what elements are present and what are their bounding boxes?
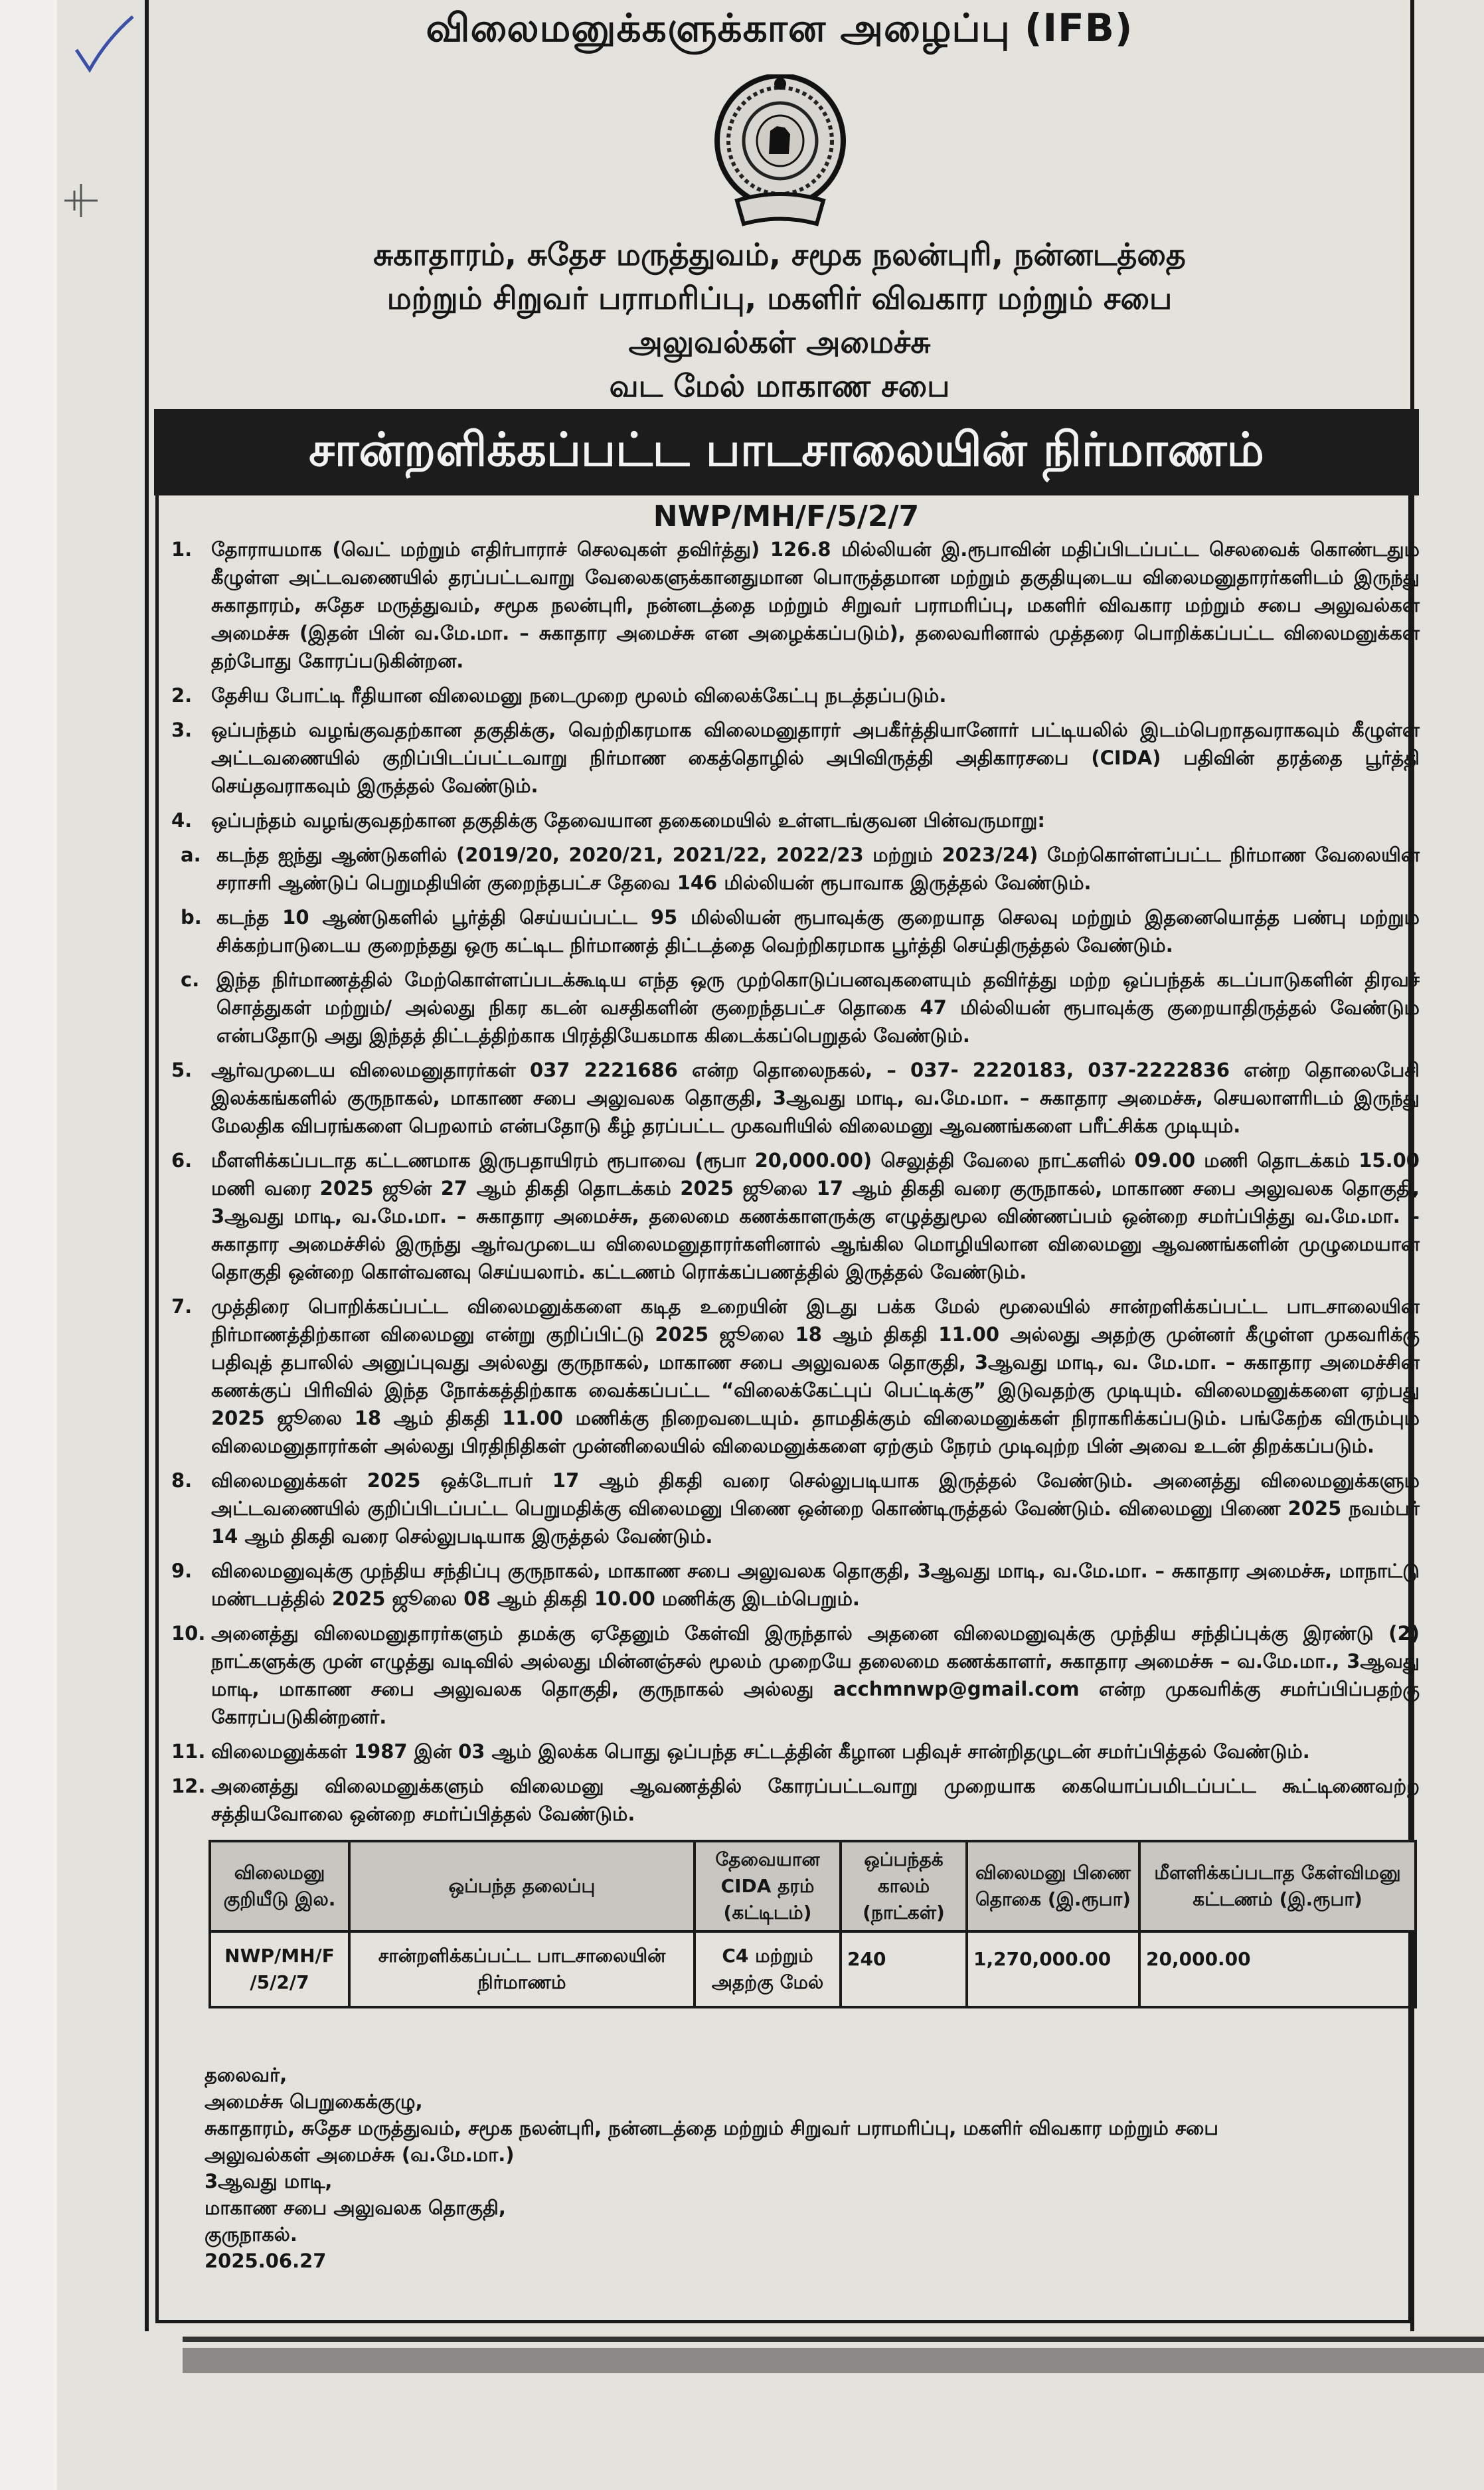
ministry-name (149, 232, 1410, 408)
clause (171, 806, 1420, 834)
clause (171, 1146, 1420, 1286)
clause-text: முத்திரை பொறிக்கப்பட்ட விலைமனுக்களை கடித உறையின் இடது பக்க மேல் மூலையில் சான்றளிக்கப்பட்ட பாடசாலையின் நிர்மாணத்திற்கான விலைமனு என்று குறிப்பிட்டு 2025 ஜூலை 18 ஆம் திகதி 11.00 அல்லது அதற்கு முன்னர் கீழுள்ள முகவரிக்கு பதிவுத் தபாலில் அனுப்புவது அல்லது குருநாகல், மாகாண சபை அலுவலக தொகுதி, 3ஆவது மாடி, வ. மே.மா. – சுகாதார அமைச்சின் கணக்குப் பிரிவில் இந்த நோக்கத்திற்காக வைக்கப்பட்ட “விலைக்கேட்புப் பெட்டிக்கு” இடுவதற்கு முடியும். விலைமனுக்களை ஏற்பது 2025 ஜூலை 18 ஆம் திகதி 11.00 மணிக்கு நிறைவடையும். தாமதிக்கும் விலைமனுக்கள் நிராகரிக்கப்படும். பங்கேற்க விரும்பும் விலைமனுதாரர்கள் அல்லது பிரதிநிதிகள் முன்னிலையில் விலைமனுக்களை ஏற்கும் நேரம் முடிவுற்ற பின் அவை உடன் திறக்கப்படும். (211, 1295, 1420, 1457)
ministry-line: மற்றும் சிறுவர் பராமரிப்பு, மகளிர் விவகார மற்றும் சபை (386, 280, 1173, 316)
bid-details-table (208, 1840, 1417, 2008)
clause (171, 1056, 1420, 1140)
col-cida-grade: தேவையான CIDA தரம் (கட்டிடம்) (695, 1841, 841, 1931)
clause-text: விலைமனுக்கள் 2025 ஒக்டோபர் 17 ஆம் திகதி வரை செல்லுபடியாக இருத்தல் வேண்டும். அனைத்து விலைமனுக்களும் அட்டவணையில் குறிப்பிடப்பட்ட பெறுமதிக்கு விலைமனு பிணை ஒன்றை கொண்டிருத்தல் வேண்டும். விலைமனு பிணை 2025 நவம்பர் 14 ஆம் திகதி வரை செல்லுபடியாக இருத்தல் வேண்டும். (211, 1469, 1420, 1548)
clause-number: 12. (171, 1775, 206, 1797)
clause-number: 10. (171, 1622, 206, 1645)
clause-text: ஆர்வமுடைய விலைமனுதாரர்கள் 037 2221686 என்ற தொலைநகல், – 037- 2220183, 037-2222836 என்ற தொலைபேசி இலக்கங்களில் குருநாகல், மாகாண சபை அலுவலக தொகுதி, 3ஆவது மாடி, வ.மே.மா. – சுகாதார அமைச்சு, செயலாளரிடம் இருந்து மேலதிக விபரங்களை பெறலாம் என்பதோடு கீழ் தரப்பட்ட முகவரியில் விலைமனு ஆவணங்களை பரீட்சிக்க முடியும். (211, 1059, 1420, 1137)
clause-text: இந்த நிர்மாணத்தில் மேற்கொள்ளப்படக்கூடிய எந்த ஒரு முற்கொடுப்பனவுகளையும் தவிர்த்து மற்ற ஒப்பந்தக் கடப்பாடுகளின் திரவச் சொத்துகள் மற்றும்/ அல்லது நிகர கடன் வசதிகளின் குறைந்தபட்ச தொகை 47 மில்லியன் ரூபாவுக்கு குறையாதிருத்தல் வேண்டும் என்பதோடு அது இந்தத் திட்டத்திற்காக பிரத்தியேகமாக கிடைக்கப்பெறுதல் வேண்டும். (216, 968, 1420, 1047)
project-title: சான்றளிக்கப்பட்ட பாடசாலையின் நிர்மாணம் (309, 422, 1264, 477)
clause (171, 716, 1420, 800)
paper-margin (0, 0, 57, 2490)
clause (171, 1737, 1420, 1765)
col-contract-title: ஒப்பந்த தலைப்பு (349, 1841, 695, 1931)
crosshair-mark-icon (61, 181, 101, 221)
signatory-ministry-cont: அலுவல்கள் அமைச்சு (வ.மே.மா.) (205, 2143, 515, 2166)
clause-text: அனைத்து விலைமனுக்களும் விலைமனு ஆவணத்தில் கோரப்பட்டவாறு முறையாக கையொப்பமிடப்பட்ட கூட்டிணைவற்ற சத்தியவோலை ஒன்றை சமர்ப்பித்தல் வேண்டும். (211, 1775, 1420, 1825)
table-row (210, 1931, 1416, 2007)
bottom-rule (183, 2337, 1484, 2342)
clause-number: b. (181, 906, 202, 929)
col-bid-fee: மீளளிக்கப்படாத கேள்விமனு கட்டணம் (இ.ரூபா) (1139, 1841, 1416, 1931)
bottom-band (183, 2348, 1484, 2373)
clause-text: விலைமனுக்கள் 1987 இன் 03 ஆம் இலக்க பொது ஒப்பந்த சட்டத்தின் கீழான பதிவுச் சான்றிதழுடன் சமர்ப்பித்தல் வேண்டும். (211, 1740, 1310, 1763)
clause-number: 2. (171, 684, 193, 707)
table-header-row (210, 1841, 1416, 1931)
clause-text: ஒப்பந்தம் வழங்குவதற்கான தகுதிக்கு தேவையான தகைமையில் உள்ளடங்குவன பின்வருமாறு: (211, 809, 1046, 832)
cell-bid-fee: 20,000.00 (1139, 1931, 1416, 2007)
reference-number: NWP/MH/F/5/2/7 (653, 499, 920, 533)
clause-text: விலைமனுவுக்கு முந்திய சந்திப்பு குருநாகல், மாகாண சபை அலுவலக தொகுதி, 3ஆவது மாடி, வ.மே.மா. – சுகாதார அமைச்சு, மாநாட்டு மண்டபத்தில் 2025 ஜூலை 08 ஆம் திகதி 10.00 மணிக்கு இடம்பெறும். (211, 1559, 1420, 1610)
address-complex: மாகாண சபை அலுவலக தொகுதி, (205, 2196, 506, 2219)
clause-number: 3. (171, 719, 193, 741)
signature-block (205, 2062, 1420, 2274)
notice-title: விலைமனுக்களுக்கான அழைப்பு (IFB) (426, 5, 1133, 50)
clause-number: 8. (171, 1469, 193, 1492)
clause (171, 1467, 1420, 1550)
clause-number: 11. (171, 1740, 206, 1763)
clause-text: தேசிய போட்டி ரீதியான விலைமனு நடைமுறை மூலம் விலைக்கேட்பு நடத்தப்படும். (211, 684, 947, 707)
cell-bid-code: NWP/MH/F /5/2/7 (210, 1931, 349, 2007)
clause-number: 4. (171, 809, 193, 832)
clause-number: a. (181, 844, 201, 866)
ministry-line: அலுவல்கள் அமைச்சு (628, 324, 931, 360)
clause (171, 535, 1420, 675)
signatory-ministry: சுகாதாரம், சுதேச மருத்துவம், சமூக நலன்புரி, நன்னடத்தை மற்றும் சிறுவர் பராமரிப்பு, மகளிர் விவகார மற்றும் சபை (205, 2117, 1218, 2139)
cell-contract-period: 240 (841, 1931, 967, 2007)
col-contract-period: ஒப்பந்தக் காலம் (நாட்கள்) (841, 1841, 967, 1931)
notice-body (171, 535, 1420, 2274)
clause (171, 1557, 1420, 1613)
cell-contract-title: சான்றளிக்கப்பட்ட பாடசாலையின் நிர்மாணம் (349, 1931, 695, 2007)
clause-number: 6. (171, 1149, 193, 1172)
ministry-line: சுகாதாரம், சுதேச மருத்துவம், சமூக நலன்புரி, நன்னடத்தை (373, 236, 1186, 272)
provincial-council: வட மேல் மாகாண சபை (609, 368, 950, 404)
clause-number: 5. (171, 1059, 193, 1081)
address-city: குருநாகல். (205, 2223, 297, 2246)
checkmark-icon (66, 13, 139, 73)
notice-date: 2025.06.27 (205, 2250, 327, 2272)
clause-text: ஒப்பந்தம் வழங்குவதற்கான தகுதிக்கு, வெற்றிகரமாக விலைமனுதாரர் அபகீர்த்தியானோர் பட்டியலில் இடம்பெறாதவராகவும் கீழுள்ள அட்டவணையில் குறிப்பிடப்பட்டவாறு நிர்மாண கைத்தொழில் அபிவிருத்தி அதிகாரசபை (CIDA) பதிவின் தரத்தை பூர்த்தி செய்தவராகவும் இருத்தல் வேண்டும். (211, 719, 1420, 797)
clause-number: 9. (171, 1559, 193, 1582)
clause-number: 1. (171, 538, 193, 561)
project-title-banner (154, 409, 1419, 495)
col-bid-security: விலைமனு பிணை தொகை (இ.ரூபா) (967, 1841, 1139, 1931)
clause-text: தோராயமாக (வெட் மற்றும் எதிர்பாராச் செலவுகள் தவிர்த்து) 126.8 மில்லியன் இ.ரூபாவின் மதிப்பிடப்பட்ட செலவைக் கொண்டதும் கீழுள்ள அட்டவணையில் தரப்பட்டவாறு வேலைகளுக்கானதுமான பொருத்தமான மற்றும் தகுதியுடைய விலைமனுதாரர்களிடம் இருந்து சுகாதாரம், சுதேச மருத்துவம், சமூக நலன்புரி, நன்னடத்தை மற்றும் சிறுவர் பராமரிப்பு, மகளிர் விவகார மற்றும் சபை அலுவல்கள் அமைச்சு (இதன் பின் வ.மே.மா. – சுகாதார அமைச்சு என அழைக்கப்படும்), தலைவரினால் முத்தரை பொறிக்கப்பட்ட விலைமனுக்கள் தற்போது கோரப்படுகின்றன. (211, 538, 1420, 672)
col-bid-code: விலைமனு குறியீடு இல. (210, 1841, 349, 1931)
clause (171, 1619, 1420, 1731)
clause-text: மீளளிக்கப்படாத கட்டணமாக இருபதாயிரம் ரூபாவை (ரூபா 20,000.00) செலுத்தி வேலை நாட்களில் 09.00 மணி தொடக்கம் 15.00 மணி வரை 2025 ஜூன் 27 ஆம் திகதி தொடக்கம் 2025 ஜூலை 17 ஆம் திகதி வரை குருநாகல், மாகாண சபை அலுவலக தொகுதி, 3ஆவது மாடி, வ.மே.மா. – சுகாதார அமைச்சு, தலைமை கணக்காளருக்கு எழுத்துமூல விண்ணப்பம் ஒன்றை சமர்ப்பித்து வ.மே.மா. – சுகாதார அமைச்சில் இருந்து ஆர்வமுடைய விலைமனுதாரர்களினால் ஆங்கில மொழியிலான விலைமனு ஆவணங்களின் முழுமையான தொகுதி ஒன்றை கொள்வனவு செய்யலாம். கட்டணம் ரொக்கப்பணத்தில் இருத்தல் வேண்டும். (211, 1149, 1420, 1283)
signatory-title: தலைவர், (205, 2064, 288, 2086)
cell-bid-security: 1,270,000.00 (967, 1931, 1139, 2007)
cell-cida-grade: C4 மற்றும் அதற்கு மேல் (695, 1931, 841, 2007)
sri-lanka-emblem-icon (710, 74, 850, 234)
clause (171, 681, 1420, 709)
signatory-committee: அமைச்சு பெறுகைக்குழு, (205, 2090, 423, 2113)
clause-text: கடந்த 10 ஆண்டுகளில் பூர்த்தி செய்யப்பட்ட 95 மில்லியன் ரூபாவுக்கு குறையாத செலவு மற்றும் இதனையொத்த பண்பு மற்றும் சிக்கற்பாடுடைய குறைந்தது ஒரு கட்டிட நிர்மாணத் திட்டத்தை வெற்றிகரமாக பூர்த்தி செய்திருத்தல் வேண்டும். (216, 906, 1420, 956)
clause-text: அனைத்து விலைமனுதாரர்களும் தமக்கு ஏதேனும் கேள்வி இருந்தால் அதனை விலைமனுவுக்கு முந்திய சந்திப்புக்கு இரண்டு (2) நாட்களுக்கு முன் எழுத்து வடிவில் அல்லது மின்னஞ்சல் மூலம் முறையே தலைமை கணக்காளர், சுகாதார அமைச்சு – வ.மே.மா., 3ஆவது மாடி, மாகாண சபை அலுவலக தொகுதி, குருநாகல் அல்லது acchmnwp@gmail.com என்ற முகவரிக்கு சமர்ப்பிப்பதற்கு கோரப்படுகின்றனர். (211, 1622, 1420, 1728)
address-floor: 3ஆவது மாடி, (205, 2170, 333, 2192)
clause (171, 1292, 1420, 1460)
clause-number: c. (181, 968, 200, 991)
clause-text: கடந்த ஐந்து ஆண்டுகளில் (2019/20, 2020/21, 2021/22, 2022/23 மற்றும் 2023/24) மேற்கொள்ளப்பட்ட நிர்மாண வேலையின் சராசரி ஆண்டுப் பெறுமதியின் குறைந்தபட்ச தேவை 146 மில்லியன் ரூபாவாக இருத்தல் வேண்டும். (216, 844, 1420, 894)
sub-clause (171, 841, 1420, 897)
clause-number: 7. (171, 1295, 193, 1318)
sub-clause (171, 966, 1420, 1049)
sub-clause (171, 903, 1420, 959)
clause (171, 1772, 1420, 1828)
